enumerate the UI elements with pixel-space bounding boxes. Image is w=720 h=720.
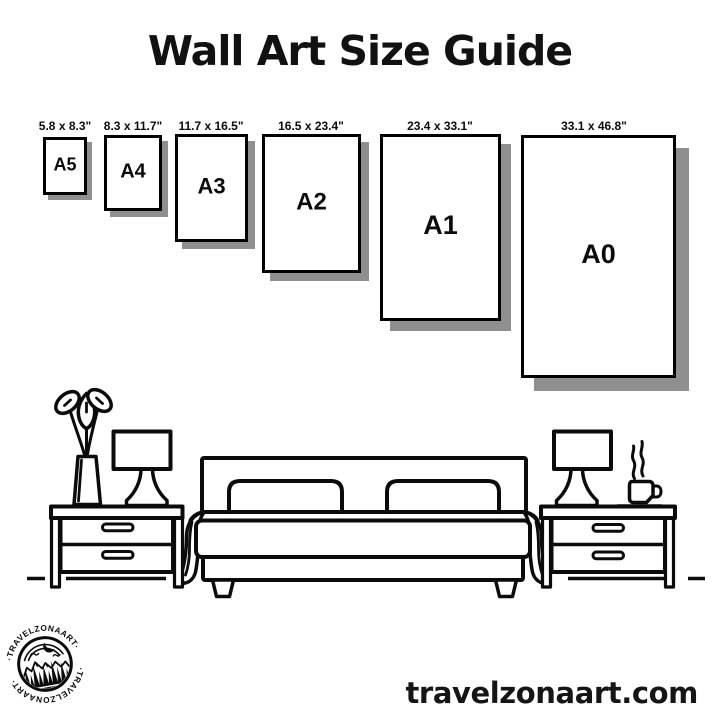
bed-leg-left <box>213 580 234 597</box>
frame-size-label-a1: 23.4 x 33.1" <box>407 119 473 133</box>
left-nightstand <box>51 507 183 588</box>
nightstand-leg <box>543 515 551 587</box>
website-url: travelzonaart.com <box>405 676 698 710</box>
steam <box>641 442 643 477</box>
cup-body <box>630 482 654 503</box>
drawer-handle <box>593 552 624 559</box>
frame-size-label-a0: 33.1 x 46.8" <box>561 119 627 133</box>
pillow-right <box>387 481 499 512</box>
logo-arc-text-bottom: ·TRAVELZONAART· <box>7 666 87 706</box>
frame-size-label-a2: 16.5 x 23.4" <box>278 119 344 133</box>
steam <box>632 446 634 479</box>
frame-code-a2: A2 <box>296 187 327 215</box>
right-nightstand <box>541 507 675 588</box>
frame-size-label-a5: 5.8 x 8.3" <box>38 119 92 133</box>
drawer-handle <box>103 552 134 559</box>
lamp-shade <box>114 432 171 470</box>
frame-size-label-a4: 8.3 x 11.7" <box>103 119 163 133</box>
drawer-handle <box>103 524 134 531</box>
mattress <box>196 521 530 558</box>
bed-leg-right <box>496 580 517 597</box>
coffee-cup <box>618 442 662 507</box>
nightstand-leg <box>52 515 60 587</box>
pillow-left <box>229 481 342 512</box>
lamp-base <box>557 469 598 506</box>
drawer-handle <box>593 525 624 532</box>
frame-code-a1: A1 <box>423 210 458 241</box>
frame-code-a4: A4 <box>120 160 146 183</box>
left-lamp <box>114 432 171 506</box>
lamp-base <box>127 469 168 506</box>
lamp-shade <box>554 432 611 470</box>
plant-vase <box>52 385 116 504</box>
frame-code-a3: A3 <box>197 173 226 199</box>
logo-arc-text-top: ·TRAVELZONAART· <box>3 622 83 662</box>
frame-code-a5: A5 <box>53 154 77 175</box>
brand-logo <box>0 616 91 711</box>
frame-code-a0: A0 <box>581 239 616 270</box>
nightstand-leg <box>175 515 183 587</box>
bed-base <box>203 557 523 580</box>
page-title: Wall Art Size Guide <box>147 27 573 75</box>
right-lamp <box>554 432 611 506</box>
frame-size-label-a3: 11.7 x 16.5" <box>178 119 244 133</box>
double-bed <box>180 458 549 597</box>
